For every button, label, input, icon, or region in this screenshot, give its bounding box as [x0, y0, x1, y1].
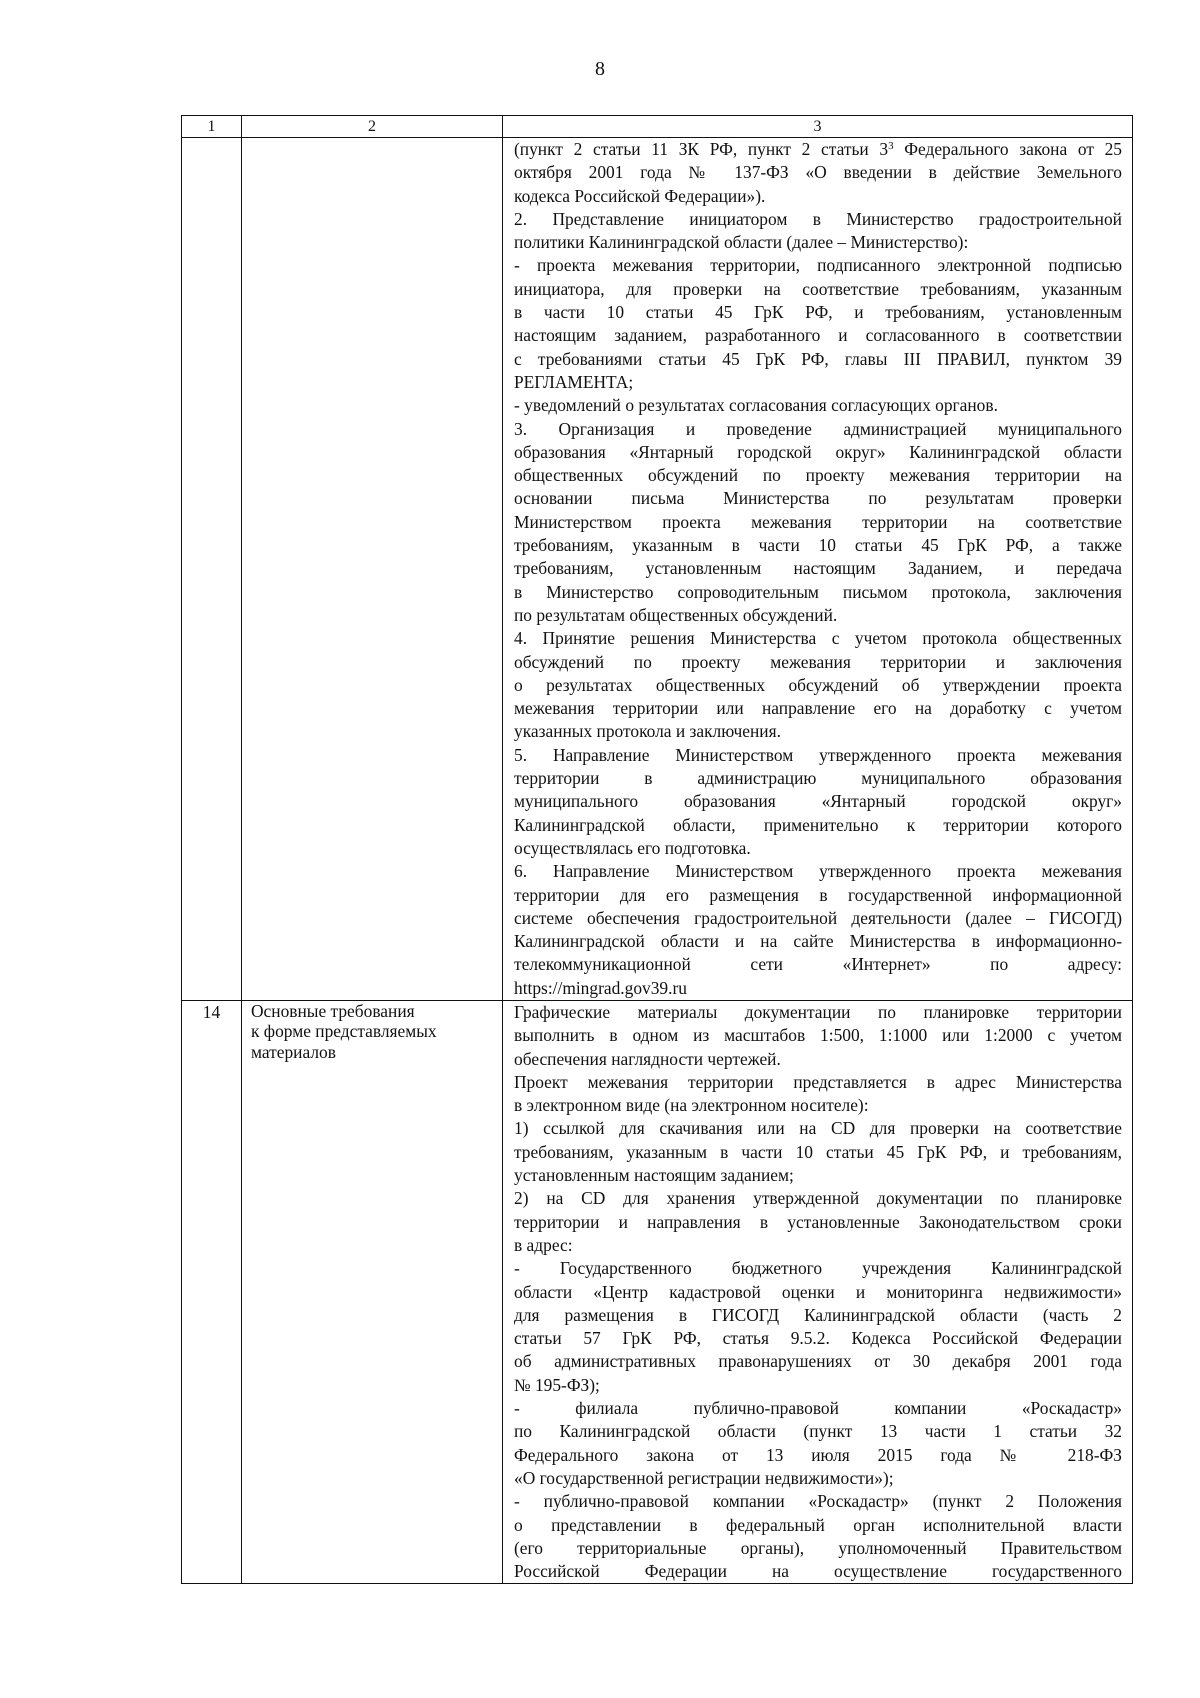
text-line: № 195-ФЗ); [514, 1374, 600, 1395]
text-line: Графические материалы документации по планировке территории [514, 1001, 1122, 1022]
text-line: «О государственной регистрации недвижимости»); [514, 1467, 894, 1488]
text-line: требованиям, указанным в части 10 статьи 45 ГрК РФ, и требованиям, [514, 1141, 1122, 1162]
text-line: https://mingrad.gov39.ru [514, 977, 687, 998]
text-line: образования «Янтарный городской округ» Калининградской области [514, 441, 1122, 462]
text-line: Министерством проекта межевания территории на соответствие [514, 511, 1122, 532]
row-title-line: Основные требования [251, 1000, 415, 1021]
text-line: - уведомлений о результатах согласования согласующих органов. [514, 395, 998, 416]
text-line: 3. Организация и проведение администрацией муниципального [514, 418, 1122, 439]
text-line: 2. Представление инициатором в Министерство градостроительной [514, 208, 1122, 229]
text-line: в части 10 статьи 45 ГрК РФ, и требованиям, установленным [514, 302, 1122, 323]
text-line: межевания территории или направление его на доработку с учетом [514, 698, 1122, 719]
text-line: обеспечения наглядности чертежей. [514, 1048, 781, 1069]
text-line: требованиям, установленным настоящим Заданием, и передача [514, 558, 1122, 579]
text-line: 2) на CD для хранения утвержденной документации по планировке [514, 1188, 1122, 1209]
text-line: (его территориальные органы), уполномоченный Правительством [514, 1537, 1122, 1558]
text-line: области «Центр кадастровой оценки и мониторинга недвижимости» [514, 1281, 1122, 1302]
row-title-line: материалов [251, 1041, 336, 1062]
row-number-cell [182, 138, 242, 1001]
table-row-14 [182, 1000, 1133, 1583]
text-line: о результатах общественных обсуждений об утверждении проекта [514, 674, 1122, 695]
text-line: кодекса Российской Федерации»). [514, 185, 766, 206]
row-number-cell: 14 [182, 1000, 242, 1583]
page-number: 8 [595, 58, 605, 80]
column-header-1: 1 [182, 116, 242, 138]
text-line: с требованиями статьи 45 ГрК РФ, главы III ПРАВИЛ, пунктом 39 [514, 348, 1122, 369]
table-row-continuation [182, 138, 1133, 1001]
column-header-3: 3 [503, 116, 1133, 138]
text-line: инициатора, для проверки на соответствие требованиям, указанным [514, 278, 1122, 299]
table-header-row [182, 116, 1133, 138]
row-title-line: к форме представляемых [251, 1021, 437, 1042]
text-line: для размещения в ГИСОГД Калининградской области (часть 2 [514, 1304, 1122, 1325]
text-fragment: Федерального закона от 25 [893, 139, 1122, 159]
requirements-table [181, 115, 1133, 1584]
row-title-cell [242, 1000, 503, 1583]
text-line: Российской Федерации на осуществление государственного [514, 1561, 1122, 1582]
text-line: настоящим заданием, разработанного и согласованного в соответствии [514, 325, 1122, 346]
text-line: территории и направления в установленные Законодательством сроки [514, 1211, 1122, 1232]
text-line: 6. Направление Министерством утвержденного проекта межевания [514, 861, 1122, 882]
row-content-cell [503, 138, 1133, 1001]
text-line: в адрес: [514, 1234, 573, 1255]
text-line: - публично-правовой компании «Роскадастр» (пункт 2 Положения [514, 1491, 1122, 1512]
superscript: 3 [888, 140, 894, 152]
text-line: установленным настоящим заданием; [514, 1165, 794, 1186]
text-line: октября 2001 года № 137-ФЗ «О введении в действие Земельного [514, 162, 1122, 183]
text-line: указанных протокола и заключения. [514, 721, 781, 742]
text-line: политики Калининградской области (далее – Министерство): [514, 232, 969, 253]
text-line: требованиям, указанным в части 10 статьи 45 ГрК РФ, а также [514, 535, 1122, 556]
text-line: - филиала публично-правовой компании «Роскадастр» [514, 1398, 1122, 1419]
text-line: выполнить в одном из масштабов 1:500, 1:1000 или 1:2000 с учетом [514, 1025, 1122, 1046]
text-line: телекоммуникационной сети «Интернет» по адресу: [514, 954, 1122, 975]
text-line: РЕГЛАМЕНТА; [514, 371, 634, 392]
text-line: Калининградской области, применительно к территории которого [514, 814, 1122, 835]
text-line: 4. Принятие решения Министерства с учетом протокола общественных [514, 628, 1122, 649]
text-line: Калининградской области и на сайте Министерства в информационно- [514, 931, 1122, 952]
row-title-cell [242, 138, 503, 1001]
text-line: территории в администрацию муниципального образования [514, 768, 1122, 789]
text-fragment: (пункт 2 статьи 11 ЗК РФ, пункт 2 статьи 3 [514, 139, 889, 159]
text-line: об административных правонарушениях от 30 декабря 2001 года [514, 1351, 1122, 1372]
text-line: 5. Направление Министерством утвержденного проекта межевания [514, 744, 1122, 765]
text-line: 1) ссылкой для скачивания или на CD для проверки на соответствие [514, 1118, 1122, 1139]
text-line: Проект межевания территории представляется в адрес Министерства [514, 1071, 1122, 1092]
text-line: системе обеспечения градостроительной деятельности (далее – ГИСОГД) [514, 907, 1122, 928]
text-line: в электронном виде (на электронном носителе): [514, 1095, 869, 1116]
text-line: - Государственного бюджетного учреждения Калининградской [514, 1258, 1122, 1279]
column-header-2: 2 [242, 116, 503, 138]
text-line: территории для его размещения в государственной информационной [514, 884, 1122, 905]
text-line: основании письма Министерства по результатам проверки [514, 488, 1122, 509]
text-line: осуществлялась его подготовка. [514, 837, 751, 858]
text-line: - проекта межевания территории, подписанного электронной подписью [514, 255, 1122, 276]
text-line: муниципального образования «Янтарный городской округ» [514, 791, 1122, 812]
text-line [514, 138, 1122, 161]
text-line: о представлении в федеральный орган исполнительной власти [514, 1514, 1122, 1535]
text-line: статьи 57 ГрК РФ, статья 9.5.2. Кодекса Российской Федерации [514, 1328, 1122, 1349]
text-line: обсуждений по проекту межевания территории и заключения [514, 651, 1122, 672]
text-line: общественных обсуждений по проекту межевания территории на [514, 465, 1122, 486]
text-line: в Министерство сопроводительным письмом протокола, заключения [514, 581, 1122, 602]
text-line: Федерального закона от 13 июля 2015 года № 218-ФЗ [514, 1444, 1122, 1465]
text-line: по результатам общественных обсуждений. [514, 604, 838, 625]
text-line: по Калининградской области (пункт 13 части 1 статьи 32 [514, 1421, 1122, 1442]
row-content-cell [503, 1000, 1133, 1583]
